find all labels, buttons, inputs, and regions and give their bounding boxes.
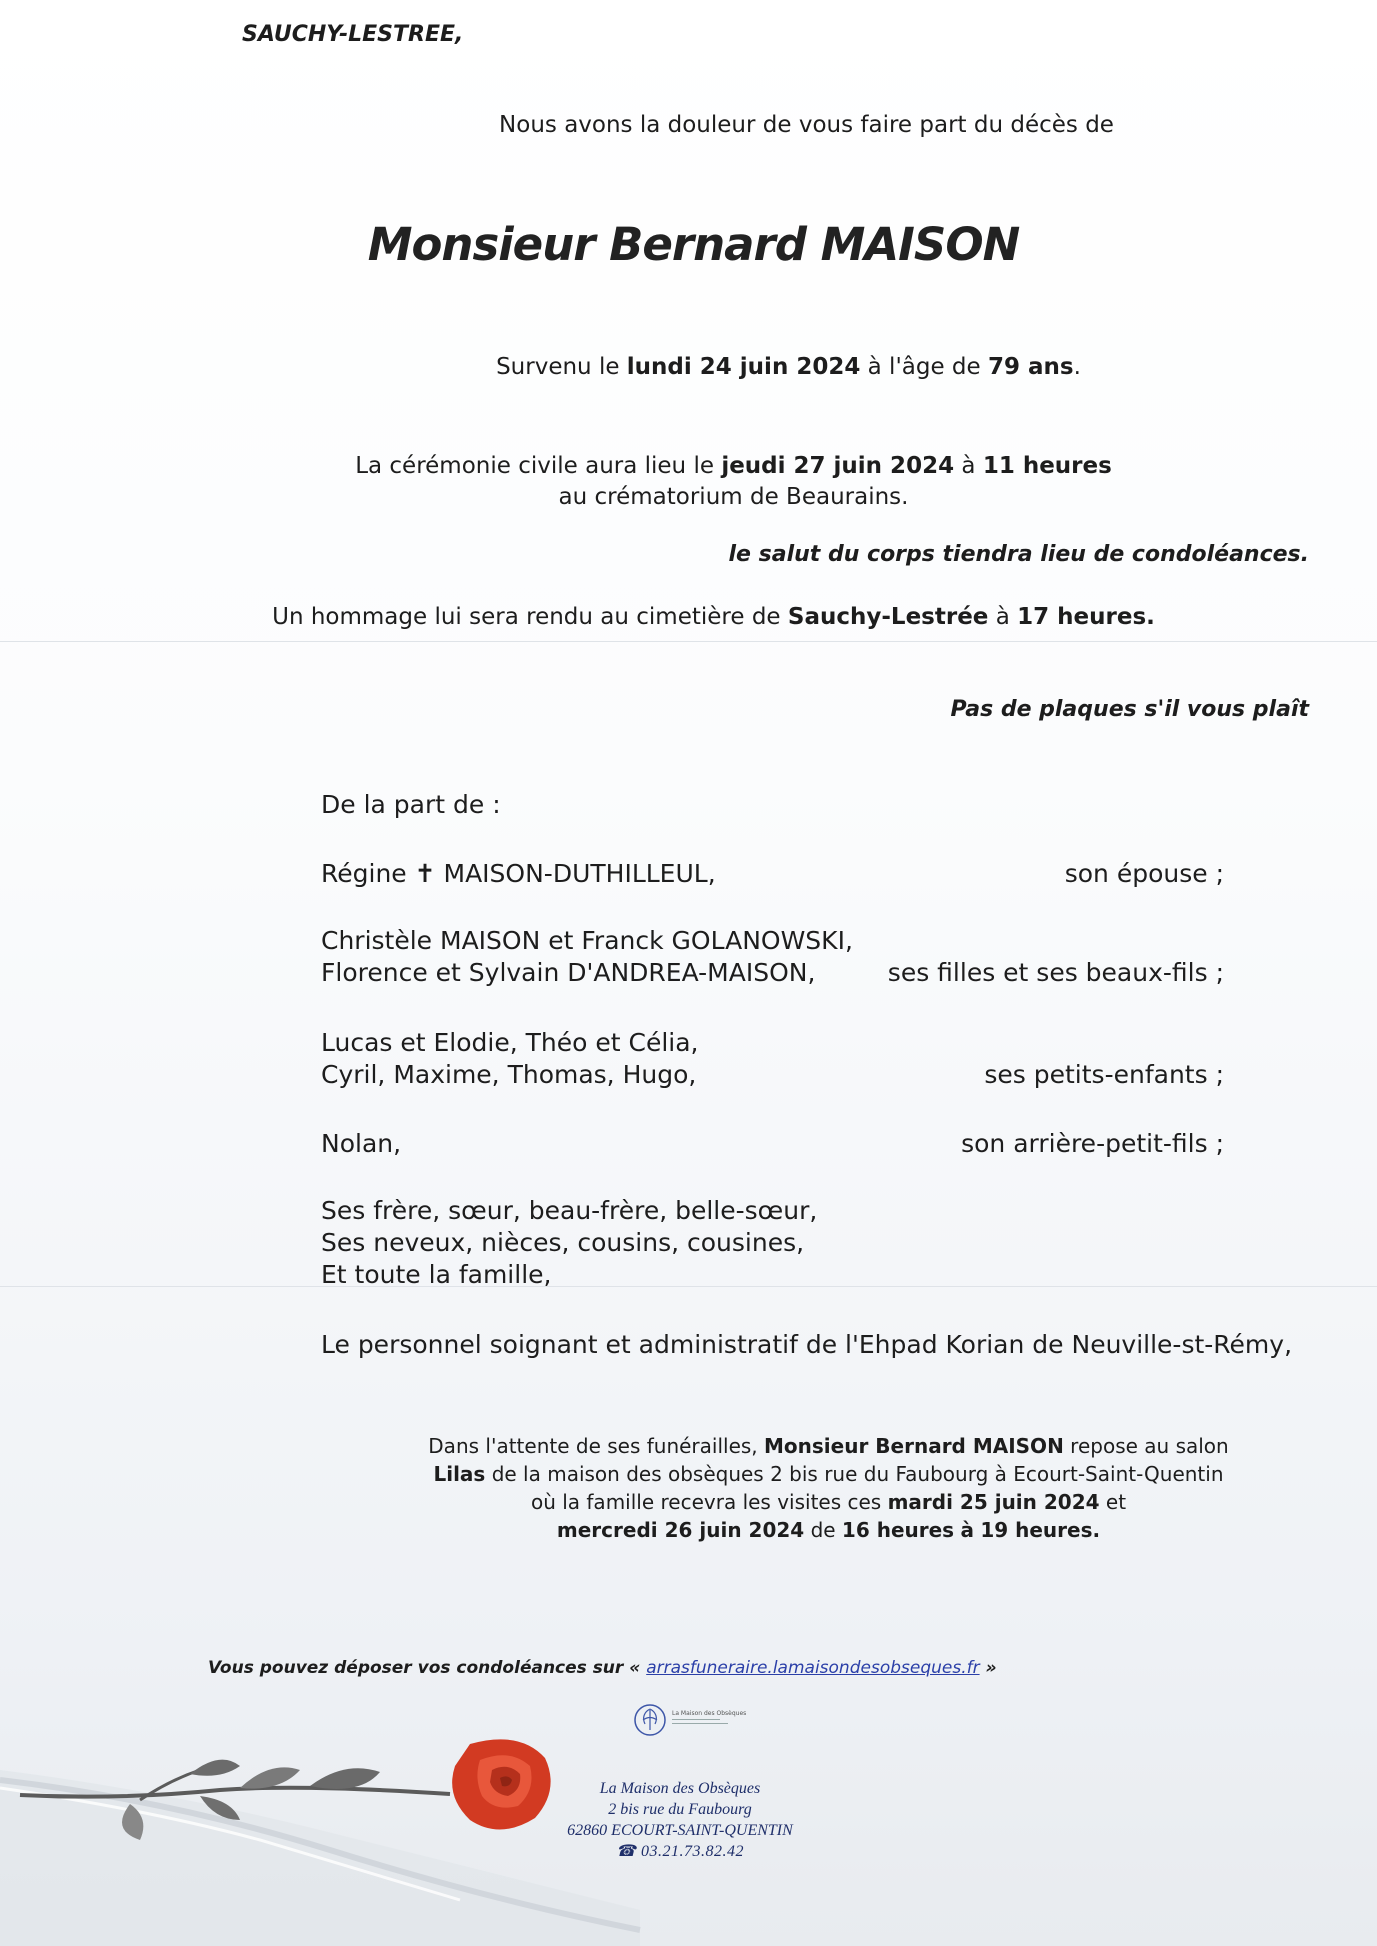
hommage-info: Un hommage lui sera rendu au cimetière de Sauchy-Lestrée à 17 heures.	[272, 604, 1155, 630]
condolences-line: Vous pouvez déposer vos condoléances sur « arrasfuneraire.lamaisondesobseques.fr »	[208, 1658, 997, 1678]
village-heading: SAUCHY-LESTREE,	[242, 22, 464, 47]
no-plaques-note: Pas de plaques s'il vous plaît	[950, 697, 1309, 722]
rose-illustration	[0, 1700, 640, 1946]
salut-note: le salut du corps tiendra lieu de condoléances.	[728, 542, 1309, 567]
funeral-home-street: 2 bis rue du Faubourg	[608, 1801, 752, 1818]
funeral-home-logo	[632, 1702, 747, 1738]
staff-mention: Le personnel soignant et administratif de l'Ehpad Korian de Neuville-st-Rémy,	[321, 1330, 1293, 1359]
deceased-name: Monsieur Bernard MAISON	[367, 218, 1020, 271]
fold-line-bottom	[0, 1286, 1377, 1287]
funeral-home-phone-line: ☎ 03.21.73.82.42	[616, 1843, 744, 1860]
death-notice: Survenu le lundi 24 juin 2024 à l'âge de 79 ans.	[496, 354, 1081, 380]
logo-text: La Maison des Obsèques	[672, 1710, 747, 1717]
funeral-home-city: 62860 ECOURT-SAINT-QUENTIN	[567, 1822, 793, 1839]
intro-text: Nous avons la douleur de vous faire part du décès de	[499, 112, 1114, 138]
visiting-info: Dans l'attente de ses funérailles, Monsieur Bernard MAISON repose au salon Lilas de la maison des obsèques 2 bis rue du Faubourg à Ecourt-Saint-Quentin où la famille recevra les visites ces mardi 25 juin 2024 et mercredi 26 juin 2024 de 16 heures à 19 heures.	[428, 1434, 1229, 1542]
condolences-link[interactable]: arrasfuneraire.lamaisondesobseques.fr	[646, 1658, 980, 1678]
phone-icon: ☎	[616, 1843, 637, 1860]
rose-flower	[452, 1739, 550, 1829]
fold-line-top	[0, 641, 1377, 642]
funeral-home-name: La Maison des Obsèques	[599, 1780, 761, 1797]
ceremony-info: La cérémonie civile aura lieu le jeudi 27 juin 2024 à 11 heures au crématorium de Beaurains.	[355, 453, 1112, 510]
